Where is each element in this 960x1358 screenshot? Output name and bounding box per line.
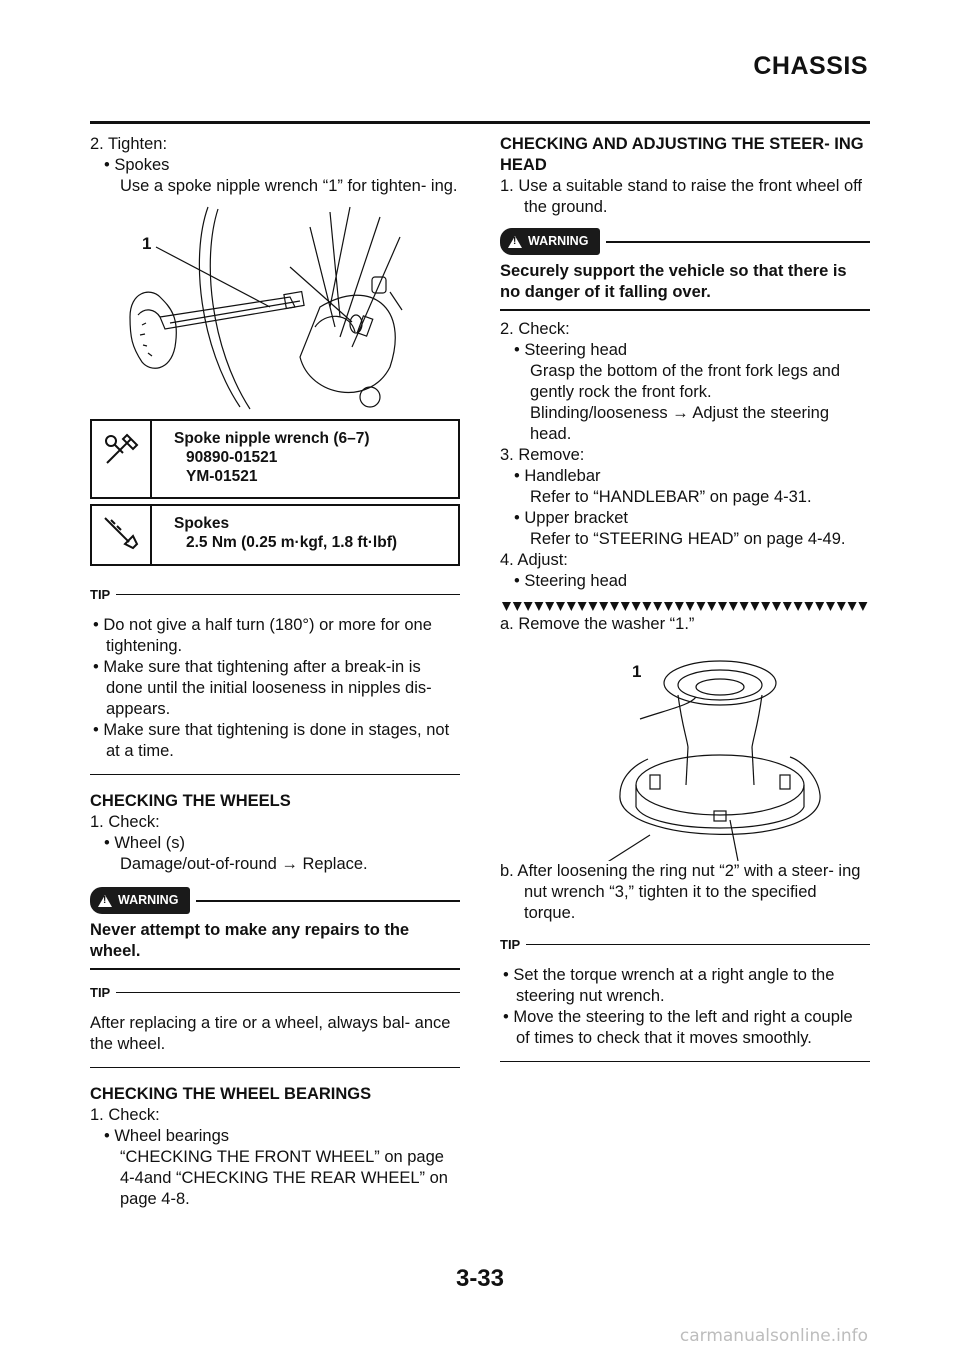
steering-step-4: 4. Adjust: bbox=[500, 551, 568, 569]
watermark: carmanualsonline.info bbox=[679, 1326, 868, 1346]
tip-1-label: TIP bbox=[90, 587, 111, 602]
steering-step-3-item-2: • Upper bracket bbox=[514, 509, 628, 527]
divider-triangle bbox=[848, 602, 857, 611]
steering-step-2-desc-2: Blinding/looseness → Adjust the steering head. bbox=[530, 404, 830, 443]
divider-triangle bbox=[761, 602, 770, 611]
divider-triangle bbox=[610, 602, 619, 611]
steering-step-3-desc-2: Refer to “STEERING HEAD” on page 4-49. bbox=[530, 530, 846, 548]
warning-icon bbox=[98, 895, 112, 907]
divider-triangle bbox=[772, 602, 781, 611]
page-number: 3-33 bbox=[455, 1265, 505, 1292]
divider-triangle bbox=[578, 602, 587, 611]
divider-triangle bbox=[621, 602, 630, 611]
divider-triangle bbox=[588, 602, 597, 611]
divider-triangle bbox=[502, 602, 511, 611]
steering-step-2: 2. Check: bbox=[500, 320, 570, 338]
divider-triangle bbox=[675, 602, 684, 611]
warning-icon bbox=[508, 236, 522, 248]
warning-1-header bbox=[90, 887, 460, 914]
wheels-heading: CHECKING THE WHEELS bbox=[90, 792, 291, 810]
spec-box-special-tool bbox=[90, 419, 460, 499]
divider-triangle bbox=[804, 602, 813, 611]
spokes-item: • Spokes bbox=[104, 156, 170, 174]
tip-2-label: TIP bbox=[90, 985, 111, 1000]
wheels-item: • Wheel (s) bbox=[104, 834, 185, 852]
divider-triangle bbox=[815, 602, 824, 611]
tip-3-end-rule bbox=[500, 1061, 870, 1062]
tip-3-header bbox=[500, 934, 870, 955]
steering-step-3-item-1: • Handlebar bbox=[514, 467, 601, 485]
steering-step-3-desc-1: Refer to “HANDLEBAR” on page 4-31. bbox=[530, 488, 812, 506]
divider-triangle bbox=[707, 602, 716, 611]
bearings-item: • Wheel bearings bbox=[104, 1127, 230, 1145]
spec-box-torque bbox=[90, 504, 460, 566]
spokes-description: Use a spoke nipple wrench “1” for tighten- ing. bbox=[120, 177, 458, 195]
divider-triangle bbox=[664, 602, 673, 611]
divider-triangle bbox=[556, 602, 565, 611]
page-title: CHASSIS bbox=[753, 52, 868, 80]
bearings-description: “CHECKING THE FRONT WHEEL” on page 4-4and “CHECKING THE REAR WHEEL” on page 4-8. bbox=[120, 1148, 448, 1208]
special-tool-icon bbox=[92, 421, 152, 497]
wheels-step-1: 1. Check: bbox=[90, 813, 160, 831]
triangle-divider bbox=[500, 600, 870, 614]
tip-1-item-1: • Do not give a half turn (180°) or more for one tightening. bbox=[93, 616, 432, 655]
spec-tool-name: Spoke nipple wrench (6–7) bbox=[174, 430, 370, 447]
header-rule bbox=[90, 121, 870, 124]
divider-triangle bbox=[653, 602, 662, 611]
steering-step-4-item: • Steering head bbox=[514, 572, 628, 590]
tip-3-item-2: • Move the steering to the left and right a couple of times to check that it moves smoothly. bbox=[503, 1008, 853, 1047]
right-column bbox=[500, 134, 870, 1062]
divider-triangle bbox=[686, 602, 695, 611]
spoke-wrench-illustration bbox=[90, 197, 460, 419]
divider-triangle bbox=[545, 602, 554, 611]
wheels-description: Damage/out-of-round → Replace. bbox=[120, 855, 368, 873]
spec-torque-value: 2.5 Nm (0.25 m·kgf, 1.8 ft·lbf) bbox=[186, 534, 398, 551]
steering-step-2-item: • Steering head bbox=[514, 341, 628, 359]
steering-step-3: 3. Remove: bbox=[500, 446, 585, 464]
figure-2-callout: 1 bbox=[632, 662, 642, 681]
warning-1-badge: ! WARNING bbox=[90, 887, 190, 914]
spec-tool-pn-1: 90890-01521 bbox=[186, 449, 278, 466]
warning-2-badge: ! WARNING bbox=[500, 228, 600, 255]
divider-triangle bbox=[740, 602, 749, 611]
divider-triangle bbox=[858, 602, 867, 611]
divider-triangle bbox=[783, 602, 792, 611]
warning-2-text: Securely support the vehicle so that there is no danger of it falling over. bbox=[500, 262, 847, 301]
divider-triangle bbox=[567, 602, 576, 611]
warning-2-header bbox=[500, 228, 870, 255]
warning-1-text: Never attempt to make any repairs to the wheel. bbox=[90, 921, 410, 960]
spec-tool-pn-2: YM-01521 bbox=[186, 468, 258, 485]
divider-triangle bbox=[826, 602, 835, 611]
bearings-step-1: 1. Check: bbox=[90, 1106, 160, 1124]
step-2-tighten: 2. Tighten: bbox=[90, 135, 168, 153]
divider-triangle bbox=[632, 602, 641, 611]
warning-1-end-rule bbox=[90, 968, 460, 970]
steering-step-2-desc-1: Grasp the bottom of the front fork legs and gently rock the front fork. bbox=[530, 362, 841, 401]
divider-triangle bbox=[524, 602, 533, 611]
divider-triangle bbox=[534, 602, 543, 611]
steering-washer-illustration bbox=[500, 635, 870, 861]
tip-1-header bbox=[90, 584, 460, 605]
substep-b: b. After loosening the ring nut “2” with a steer- ing nut wrench “3,” tighten it to the specified torque. bbox=[500, 862, 861, 922]
divider-triangle bbox=[513, 602, 522, 611]
warning-2-end-rule bbox=[500, 309, 870, 311]
tip-1-item-3: • Make sure that tightening is done in stages, not at a time. bbox=[93, 721, 450, 760]
tip-1-end-rule bbox=[90, 774, 460, 775]
tip-1-item-2: • Make sure that tightening after a break-in is done until the initial looseness in nipples dis- appears. bbox=[93, 658, 432, 718]
divider-triangle bbox=[696, 602, 705, 611]
steering-heading: CHECKING AND ADJUSTING THE STEER- ING HEAD bbox=[500, 135, 864, 174]
torque-wrench-icon bbox=[92, 506, 152, 564]
figure-1-callout: 1 bbox=[142, 234, 152, 253]
divider-triangle bbox=[642, 602, 651, 611]
tip-3-label: TIP bbox=[500, 937, 521, 952]
divider-triangle bbox=[794, 602, 803, 611]
bearings-heading: CHECKING THE WHEEL BEARINGS bbox=[90, 1085, 372, 1103]
divider-triangle bbox=[729, 602, 738, 611]
divider-triangle bbox=[599, 602, 608, 611]
tip-2-end-rule bbox=[90, 1067, 460, 1068]
divider-triangle bbox=[718, 602, 727, 611]
left-column bbox=[90, 134, 460, 1210]
substep-a: a. Remove the washer “1.” bbox=[500, 615, 695, 633]
tip-2-header bbox=[90, 982, 460, 1003]
tip-3-item-1: • Set the torque wrench at a right angle to the steering nut wrench. bbox=[503, 966, 835, 1005]
steering-step-1: 1. Use a suitable stand to raise the front wheel off the ground. bbox=[500, 177, 862, 216]
spec-torque-name: Spokes bbox=[174, 515, 230, 532]
divider-triangle bbox=[837, 602, 846, 611]
divider-triangle bbox=[750, 602, 759, 611]
tip-2-text: After replacing a tire or a wheel, always bal- ance the wheel. bbox=[90, 1014, 451, 1053]
